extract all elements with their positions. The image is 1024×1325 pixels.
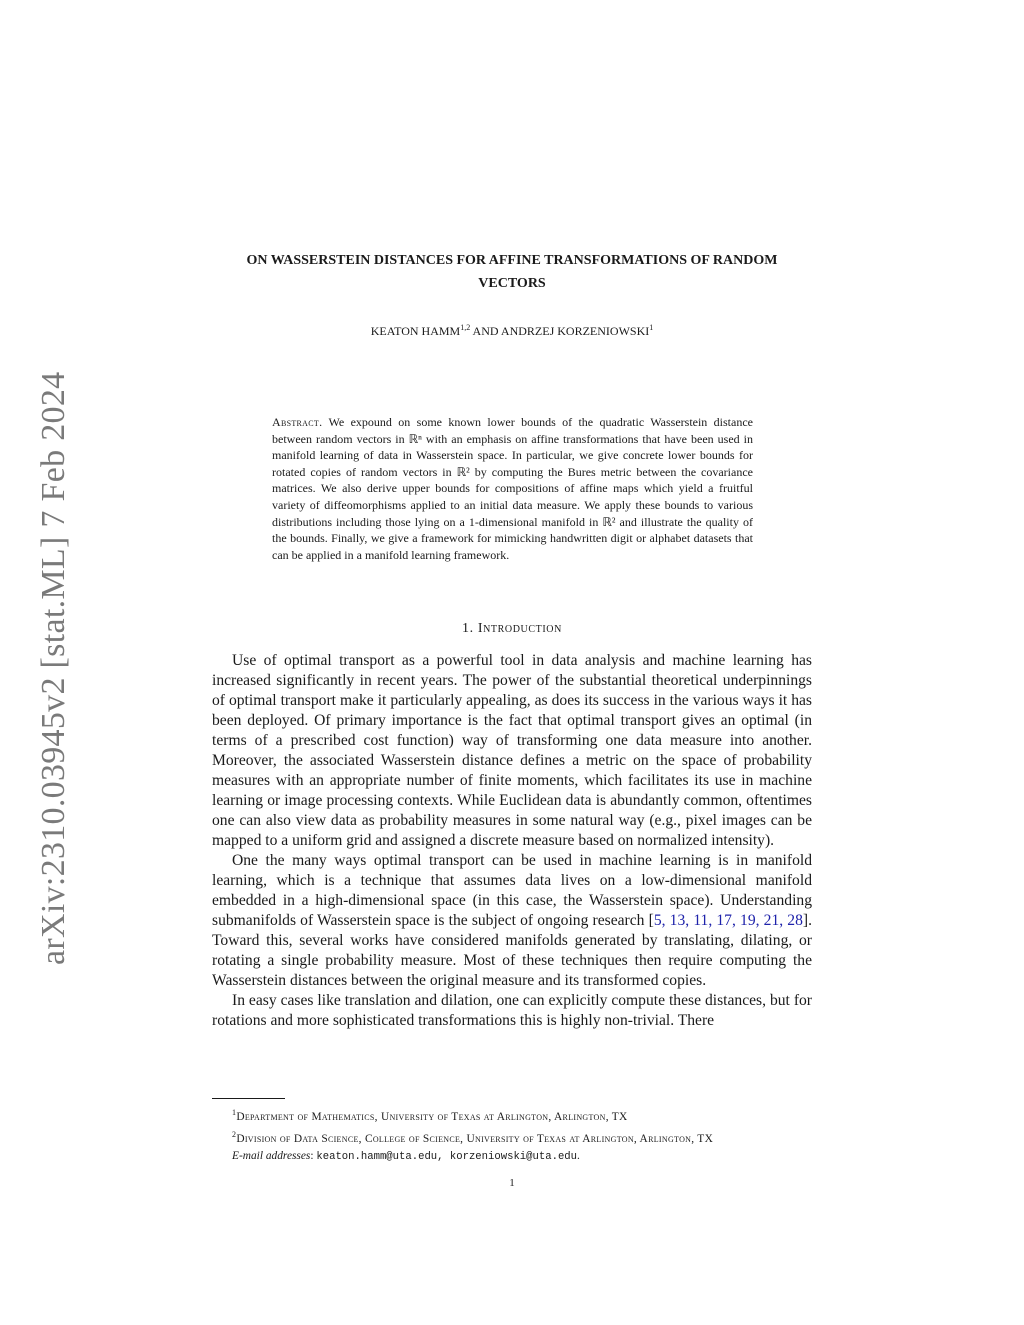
author-list (212, 323, 812, 339)
author-name: ANDRZEJ KORZENIOWSKI (500, 324, 650, 338)
paper-title (212, 249, 812, 295)
footnotes (212, 1104, 812, 1166)
footnote-marker: 2 (232, 1129, 237, 1139)
author-affiliation-marker: 1,2 (460, 323, 471, 332)
paragraph-text: ]. Toward this, several works have considered manifolds generated by translating, dilating, or rotating a single probability measure. Most of these techniques then require computing the Wasserstein distances between the original measure and its transformed copies. (212, 912, 812, 989)
arxiv-identifier: arXiv:2310.03945v2 [stat.ML] 7 Feb 2024 (35, 371, 72, 965)
footnote-marker: 1 (232, 1108, 237, 1117)
footnote-text: Division of Data Science, College of Science, University of Texas at Arlington, Arlington, TX (236, 1132, 714, 1145)
author-name: KEATON HAMM (370, 324, 461, 338)
title-line-1: ON WASSERSTEIN DISTANCES FOR AFFINE TRANSFORMATIONS OF RANDOM (246, 253, 778, 268)
abstract-label: Abstract. (272, 415, 323, 429)
paragraph-text: One the many ways optimal transport can be used in machine learning is in manifold learning, which is a technique that assumes data lives on a low-dimensional manifold embedded in a high-dimensional space (in this case, the Wasserstein space). Understanding submanifolds of Wasserstein space is the subject of ongoing research [ (212, 852, 812, 929)
footnote-affiliation-1 (212, 1104, 812, 1126)
footnote-text: Department of Mathematics, University of Texas at Arlington, Arlington, TX (236, 1110, 628, 1123)
title-line-2: VECTORS (478, 276, 546, 291)
author-conjunction: AND (470, 324, 501, 338)
author-affiliation-marker: 1 (649, 323, 654, 332)
abstract-text: We expound on some known lower bounds of the quadratic Wasserstein distance between random vectors in ℝⁿ with an emphasis on affine transformations that have been used in manifold learning of data in Wasserstein space. In particular, we give concrete lower bounds for rotated copies of random vectors in ℝ² by computing the Bures metric between the covariance matrices. We also derive upper bounds for compositions of affine maps which yield a fruitful variety of diffeomorphisms applied to an initial data measure. We apply these bounds to various distributions including those lying on a 1-dimensional manifold in ℝ² and illustrate the quality of the bounds. Finally, we give a framework for mimicking handwritten digit or alphabet datasets that can be applied in a manifold learning framework. (272, 415, 753, 562)
email-addresses[interactable]: keaton.hamm@uta.edu, korzeniowski@uta.edu (316, 1150, 578, 1163)
email-footnote: E-mail addresses: keaton.hamm@uta.edu, korzeniowski@uta.edu. (232, 1149, 580, 1163)
page-number: 1 (509, 1177, 515, 1189)
abstract (272, 414, 753, 563)
paragraph (212, 851, 812, 991)
email-label: E-mail addresses (232, 1149, 311, 1162)
footnote-affiliation-2 (212, 1126, 812, 1148)
body-text (212, 651, 812, 1031)
footnote-divider (212, 1098, 285, 1099)
paragraph: In easy cases like translation and dilation, one can explicitly compute these distances, but for rotations and more sophisticated transformations this is highly non-trivial. There (212, 992, 812, 1029)
citation-link[interactable]: 5, 13, 11, 17, 19, 21, 28 (653, 912, 803, 929)
section-heading: 1. Introduction (462, 621, 562, 636)
paragraph: Use of optimal transport as a powerful tool in data analysis and machine learning has increased significantly in recent years. The power of the substantial theoretical underpinnings of optimal transport make it particularly appealing, as does its success in the various ways it has been deployed. Of primary importance is the fact that optimal transport gives an optimal (in terms of a prescribed cost function) way of transforming one data measure into another. Moreover, the associated Wasserstein distance defines a metric on the space of probability measures with an appropriate number of finite moments, which facilitates its use in machine learning or image processing contexts. While Euclidean data is abundantly common, oftentimes one can also view data as probability measures in some natural way (e.g., pixel images can be mapped to a uniform grid and assigned a discrete measure based on normalized intensity). (212, 652, 812, 849)
